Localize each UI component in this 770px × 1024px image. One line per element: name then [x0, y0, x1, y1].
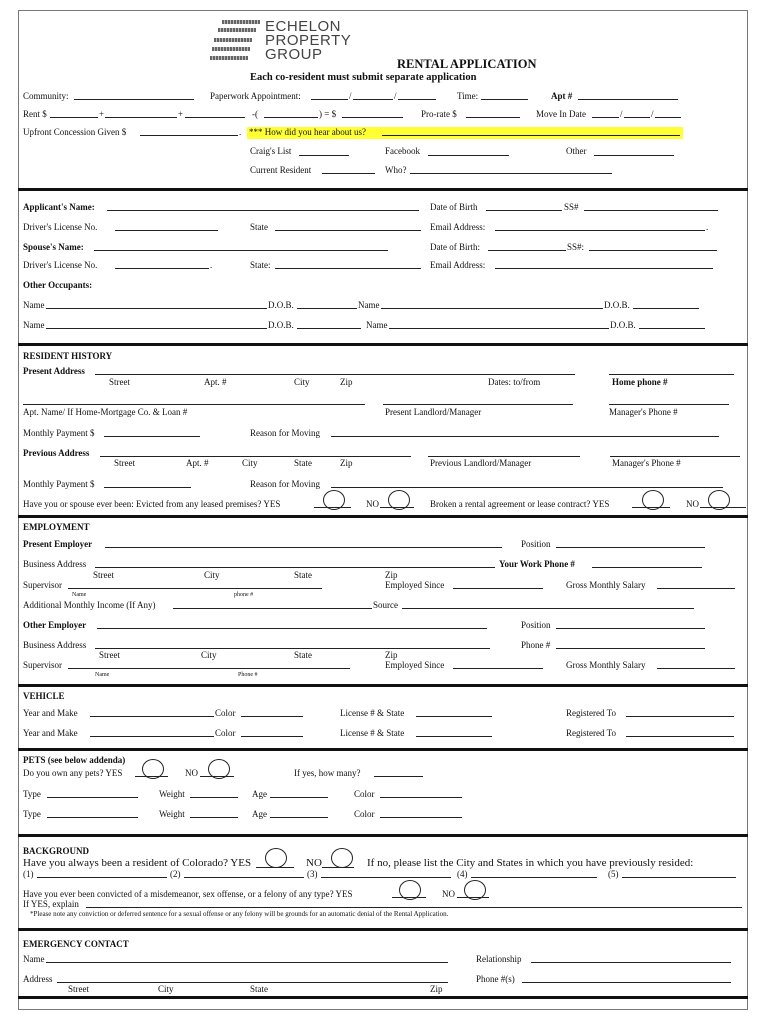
source-label: Source [373, 600, 398, 610]
explain-label: If YES, explain [23, 899, 79, 909]
pet-1-color-field[interactable] [380, 797, 462, 798]
occupant-name-label: Name [23, 300, 45, 310]
occupant-2-name-field[interactable] [381, 308, 603, 309]
manager-phone-caption: Manager's Phone # [612, 458, 681, 468]
state-caption: State [250, 984, 268, 994]
present-address-field[interactable] [95, 374, 575, 375]
how-many-field[interactable] [374, 776, 423, 777]
conviction-no-label: NO [442, 889, 455, 899]
email-label: Email Address: [430, 222, 486, 232]
city-caption: City [294, 377, 310, 387]
street-caption: Street [109, 377, 130, 387]
dob-label: Date of Birth [430, 202, 478, 212]
employment-header: EMPLOYMENT [23, 522, 90, 532]
upfront-field[interactable] [140, 135, 238, 136]
pets-yes-checkbox[interactable] [142, 759, 164, 779]
present-employer-label: Present Employer [23, 539, 93, 549]
occupant-dob-label: D.O.B. [268, 320, 294, 330]
occupant-4-name-field[interactable] [389, 328, 609, 329]
conviction-yes-checkbox[interactable] [399, 880, 421, 900]
age-label: Age [252, 809, 267, 819]
supervisor-2-label: Supervisor [23, 660, 62, 670]
home-phone-caption: Home phone # [612, 377, 668, 387]
spouse-name-field[interactable] [94, 250, 388, 251]
equals: ) = $ [319, 109, 337, 119]
spouse-state-field[interactable] [275, 268, 421, 269]
pet-1-weight-field[interactable] [190, 797, 238, 798]
occupant-4-dob-field[interactable] [639, 328, 705, 329]
spouse-email-label: Email Address: [430, 260, 486, 270]
hear-field[interactable] [382, 135, 680, 136]
section-divider [18, 748, 748, 751]
name-caption: Name [72, 592, 87, 598]
position-2-label: Position [521, 620, 551, 630]
broken-no-checkbox[interactable] [708, 490, 730, 510]
year-make-label: Year and Make [23, 708, 78, 718]
logo-line1: ECHELON [265, 18, 342, 35]
occupant-1-name-field[interactable] [46, 308, 267, 309]
reason-2-field[interactable] [331, 487, 723, 488]
section-divider [18, 188, 748, 191]
rent-field-3[interactable] [185, 117, 245, 118]
broken-lease-question: Broken a rental agreement or lease contract? YES [430, 499, 610, 509]
type-label: Type [23, 789, 41, 799]
state-1-field[interactable] [37, 877, 167, 878]
section-divider [18, 515, 748, 518]
facebook-field[interactable] [428, 155, 509, 156]
city-caption: City [242, 458, 258, 468]
relationship-field[interactable] [531, 962, 731, 963]
registered-2-field[interactable] [626, 736, 734, 737]
state-3-label: (3) [307, 869, 318, 879]
slash: / [620, 109, 623, 119]
period: . [706, 222, 709, 232]
manager-phone-caption: Manager's Phone # [609, 407, 678, 417]
prorate-field[interactable] [466, 117, 520, 118]
spouse-dob-label: Date of Birth: [430, 242, 480, 252]
business-address-2-label: Business Address [23, 640, 87, 650]
year-make-2-field[interactable] [90, 736, 214, 737]
colorado-question: Have you always been a resident of Colorado? YES [23, 857, 252, 869]
gross-salary-2-label: Gross Monthly Salary [566, 660, 646, 670]
license-label: License # & State [340, 728, 405, 738]
phone-caption: phone # [234, 592, 254, 598]
gross-salary-2-field[interactable] [657, 668, 735, 669]
street-caption: Street [114, 458, 135, 468]
work-phone-field[interactable] [592, 567, 702, 568]
phone-caption: Phone # [238, 672, 258, 678]
city-caption: City [158, 984, 174, 994]
facebook-label: Facebook [385, 146, 420, 156]
occupant-1-dob-field[interactable] [297, 308, 357, 309]
apt-caption: Apt. # [186, 458, 209, 468]
spouse-dl-label: Driver's License No. [23, 260, 98, 270]
weight-label: Weight [159, 809, 185, 819]
state-4-label: (4) [457, 869, 468, 879]
other-occupants-label: Other Occupants: [23, 280, 93, 290]
source-field[interactable] [402, 608, 694, 609]
employed-since-2-label: Employed Since [385, 660, 445, 670]
evicted-no-label: NO [366, 499, 379, 509]
state-1-label: (1) [23, 869, 34, 879]
present-employer-field[interactable] [105, 547, 502, 548]
reason-label: Reason for Moving [250, 428, 320, 438]
rent-field-1[interactable] [50, 117, 98, 118]
paperwork-label: Paperwork Appointment: [210, 91, 301, 101]
color-label: Color [215, 708, 236, 718]
logo-line3: GROUP [265, 46, 323, 63]
pets-no-checkbox[interactable] [208, 759, 230, 779]
period: . [239, 127, 242, 137]
additional-income-field[interactable] [173, 608, 372, 609]
city-caption: City [201, 650, 217, 660]
apt-label: Apt # [551, 91, 573, 101]
how-many-label: If yes, how many? [294, 768, 361, 778]
monthly-payment-label: Monthly Payment $ [23, 428, 95, 438]
other-source-field[interactable] [594, 155, 674, 156]
occupant-dob-label: D.O.B. [610, 320, 636, 330]
dates-caption: Dates: to/from [488, 377, 541, 387]
employed-since-2-field[interactable] [453, 668, 543, 669]
business-address-field[interactable] [95, 567, 495, 568]
emergency-phone-field[interactable] [522, 982, 731, 983]
reason-2-label: Reason for Moving [250, 479, 320, 489]
color-label: Color [215, 728, 236, 738]
supervisor-2-field[interactable] [68, 668, 350, 669]
section-divider [18, 928, 748, 931]
occupant-name-label: Name [358, 300, 380, 310]
position-field[interactable] [556, 547, 705, 548]
state-field[interactable] [275, 230, 421, 231]
dob-field[interactable] [486, 210, 562, 211]
ss-label: SS# [564, 202, 579, 212]
colorado-yes-checkbox[interactable] [265, 848, 287, 868]
license-2-field[interactable] [416, 736, 492, 737]
conviction-no-checkbox[interactable] [464, 880, 486, 900]
evicted-no-checkbox[interactable] [388, 490, 410, 510]
landlord-caption: Present Landlord/Manager [385, 407, 482, 417]
monthly-payment-field[interactable] [104, 436, 200, 437]
section-divider [18, 834, 748, 837]
rent-field-4[interactable] [264, 117, 318, 118]
form-title: RENTAL APPLICATION [397, 57, 537, 71]
home-phone-field[interactable] [609, 374, 734, 375]
state-caption: State [294, 458, 312, 468]
pets-header: PETS (see below addenda) [23, 755, 126, 765]
registered-label: Registered To [566, 728, 616, 738]
type-label: Type [23, 809, 41, 819]
dl-field[interactable] [115, 230, 218, 231]
position-label: Position [521, 539, 551, 549]
broken-no-label: NO [686, 499, 699, 509]
gross-salary-field[interactable] [657, 588, 735, 589]
craigslist-field[interactable] [299, 155, 349, 156]
section-divider [18, 684, 748, 687]
phone-2-label: Phone # [521, 640, 551, 650]
state-caption: State [294, 570, 312, 580]
zip-caption: Zip [340, 377, 353, 387]
move-in-day-field[interactable] [624, 117, 650, 118]
rent-field-2[interactable] [105, 117, 177, 118]
applicant-name-label: Applicant's Name: [23, 202, 95, 212]
pet-2-type-field[interactable] [47, 817, 138, 818]
relationship-label: Relationship [476, 954, 522, 964]
hear-label: *** How did you hear about us? [249, 127, 366, 137]
slash: / [349, 91, 352, 101]
occupant-dob-label: D.O.B. [604, 300, 630, 310]
colorado-no-label: NO [306, 857, 322, 869]
pet-2-age-field[interactable] [270, 817, 328, 818]
zip-caption: Zip [340, 458, 353, 468]
zip-caption: Zip [385, 570, 398, 580]
own-pets-question: Do you own any pets? YES [23, 768, 123, 778]
current-resident-label: Current Resident [250, 165, 312, 175]
additional-income-label: Additional Monthly Income (If Any) [23, 600, 156, 610]
emergency-address-label: Address [23, 974, 53, 984]
business-address-label: Business Address [23, 559, 87, 569]
occupant-2-dob-field[interactable] [633, 308, 699, 309]
other-employer-label: Other Employer [23, 620, 87, 630]
paperwork-day-field[interactable] [353, 99, 393, 100]
evicted-question: Have you or spouse ever been: Evicted from any leased premises? YES [23, 499, 281, 509]
section-divider [18, 343, 748, 346]
registered-label: Registered To [566, 708, 616, 718]
pet-2-color-field[interactable] [380, 817, 462, 818]
weight-label: Weight [159, 789, 185, 799]
emergency-address-field[interactable] [57, 982, 448, 983]
spouse-name-label: Spouse's Name: [23, 242, 84, 252]
pet-1-age-field[interactable] [270, 797, 328, 798]
city-caption: City [204, 570, 220, 580]
previous-address-label: Previous Address [23, 448, 90, 458]
applicant-name-field[interactable] [107, 210, 419, 211]
rent-label: Rent $ [23, 109, 47, 119]
conviction-question: Have you ever been convicted of a misdemeanor, sex offense, or a felony of any type? YES [23, 889, 353, 899]
color-1-field[interactable] [241, 716, 303, 717]
state-4-field[interactable] [471, 877, 597, 878]
business-address-2-field[interactable] [95, 648, 490, 649]
who-field[interactable] [410, 173, 612, 174]
manager-phone-field[interactable] [609, 404, 729, 405]
occupant-3-name-field[interactable] [46, 328, 267, 329]
registered-1-field[interactable] [626, 716, 734, 717]
position-2-field[interactable] [556, 628, 705, 629]
upfront-label: Upfront Concession Given $ [23, 127, 127, 137]
present-address-label: Present Address [23, 366, 85, 376]
other-employer-field[interactable] [97, 628, 487, 629]
period: . [210, 260, 213, 270]
minus-paren: -( [252, 109, 258, 119]
phone-2-field[interactable] [556, 648, 705, 649]
zip-caption: Zip [385, 650, 398, 660]
occupant-3-dob-field[interactable] [297, 328, 361, 329]
paperwork-month-field[interactable] [311, 99, 348, 100]
monthly-payment-2-field[interactable] [104, 487, 191, 488]
pet-color-label: Color [354, 789, 375, 799]
plus: + [178, 109, 184, 119]
who-label: Who? [385, 165, 407, 175]
occupant-dob-label: D.O.B. [268, 300, 294, 310]
spouse-email-field[interactable] [495, 268, 713, 269]
move-in-label: Move In Date [536, 109, 586, 119]
reason-field[interactable] [331, 436, 719, 437]
manager-phone-2-field[interactable] [610, 456, 740, 457]
other-source-label: Other [566, 146, 587, 156]
resident-history-header: RESIDENT HISTORY [23, 351, 113, 361]
apt-field[interactable] [578, 99, 678, 100]
conviction-note: *Please note any conviction or deferred sentence for a sexual offense or any felony will be grounds for an automatic denial of the Rental Application. [30, 910, 449, 918]
pet-1-type-field[interactable] [47, 797, 138, 798]
state-label: State [250, 222, 268, 232]
vehicle-header: VEHICLE [23, 691, 65, 701]
state-2-label: (2) [170, 869, 181, 879]
prev-landlord-caption: Previous Landlord/Manager [430, 458, 532, 468]
occupant-name-label: Name [23, 320, 45, 330]
spouse-ss-label: SS#: [567, 242, 585, 252]
dl-label: Driver's License No. [23, 222, 98, 232]
apt-name-field[interactable] [23, 404, 365, 405]
form-subtitle: Each co-resident must submit separate application [250, 72, 477, 83]
state-caption: State [294, 650, 312, 660]
monthly-payment-2-label: Monthly Payment $ [23, 479, 95, 489]
supervisor-label: Supervisor [23, 580, 62, 590]
evicted-yes-checkbox[interactable] [323, 490, 345, 510]
spouse-state-label: State: [250, 260, 271, 270]
spouse-ss-field[interactable] [589, 250, 717, 251]
background-header: BACKGROUND [23, 846, 90, 856]
spouse-dl-field[interactable] [115, 268, 209, 269]
time-field[interactable] [481, 99, 528, 100]
occupant-name-label: Name [366, 320, 388, 330]
employed-since-field[interactable] [453, 588, 543, 589]
street-caption: Street [68, 984, 89, 994]
emergency-name-field[interactable] [46, 962, 448, 963]
current-resident-field[interactable] [322, 173, 375, 174]
present-landlord-field[interactable] [383, 404, 573, 405]
slash: / [651, 109, 654, 119]
state-2-field[interactable] [184, 877, 304, 878]
emergency-phone-label: Phone #(s) [476, 974, 515, 984]
previous-address-field[interactable] [100, 456, 411, 457]
ss-field[interactable] [584, 210, 718, 211]
section-divider [18, 996, 748, 999]
apt-name-caption: Apt. Name/ If Home-Mortgage Co. & Loan # [23, 407, 188, 417]
community-field[interactable] [74, 99, 194, 100]
community-label: Community: [23, 91, 69, 101]
employed-since-label: Employed Since [385, 580, 445, 590]
color-2-field[interactable] [241, 736, 303, 737]
street-caption: Street [93, 570, 114, 580]
colorado-no-checkbox[interactable] [331, 848, 353, 868]
rent-total-field[interactable] [342, 117, 403, 118]
email-field[interactable] [495, 230, 705, 231]
state-3-field[interactable] [321, 877, 451, 878]
supervisor-field[interactable] [68, 588, 322, 589]
previous-landlord-field[interactable] [428, 456, 580, 457]
craigslist-label: Craig's List [250, 146, 292, 156]
plus: + [99, 109, 105, 119]
emergency-name-label: Name [23, 954, 45, 964]
pet-2-weight-field[interactable] [190, 817, 238, 818]
emergency-header: EMERGENCY CONTACT [23, 939, 129, 949]
year-make-1-field[interactable] [90, 716, 214, 717]
explain-field[interactable] [86, 907, 742, 908]
age-label: Age [252, 789, 267, 799]
name-caption: Name [95, 672, 110, 678]
license-1-field[interactable] [416, 716, 492, 717]
time-label: Time: [457, 91, 479, 101]
apt-caption: Apt. # [204, 377, 227, 387]
pets-no-label: NO [185, 768, 198, 778]
spouse-dob-field[interactable] [488, 250, 566, 251]
zip-caption: Zip [430, 984, 443, 994]
move-in-month-field[interactable] [592, 117, 619, 118]
slash: / [394, 91, 397, 101]
move-in-year-field[interactable] [655, 117, 681, 118]
pet-color-label: Color [354, 809, 375, 819]
work-phone-label: Your Work Phone # [499, 559, 575, 569]
logo-line2: PROPERTY [265, 32, 352, 49]
state-5-label: (5) [608, 869, 619, 879]
prorate-label: Pro-rate $ [421, 109, 457, 119]
paperwork-year-field[interactable] [398, 99, 436, 100]
street-caption: Street [99, 650, 120, 660]
year-make-label: Year and Make [23, 728, 78, 738]
broken-yes-checkbox[interactable] [642, 490, 664, 510]
license-label: License # & State [340, 708, 405, 718]
gross-salary-label: Gross Monthly Salary [566, 580, 646, 590]
previous-states-instruction: If no, please list the City and States in which you have previously resided: [367, 857, 694, 869]
state-5-field[interactable] [622, 877, 736, 878]
